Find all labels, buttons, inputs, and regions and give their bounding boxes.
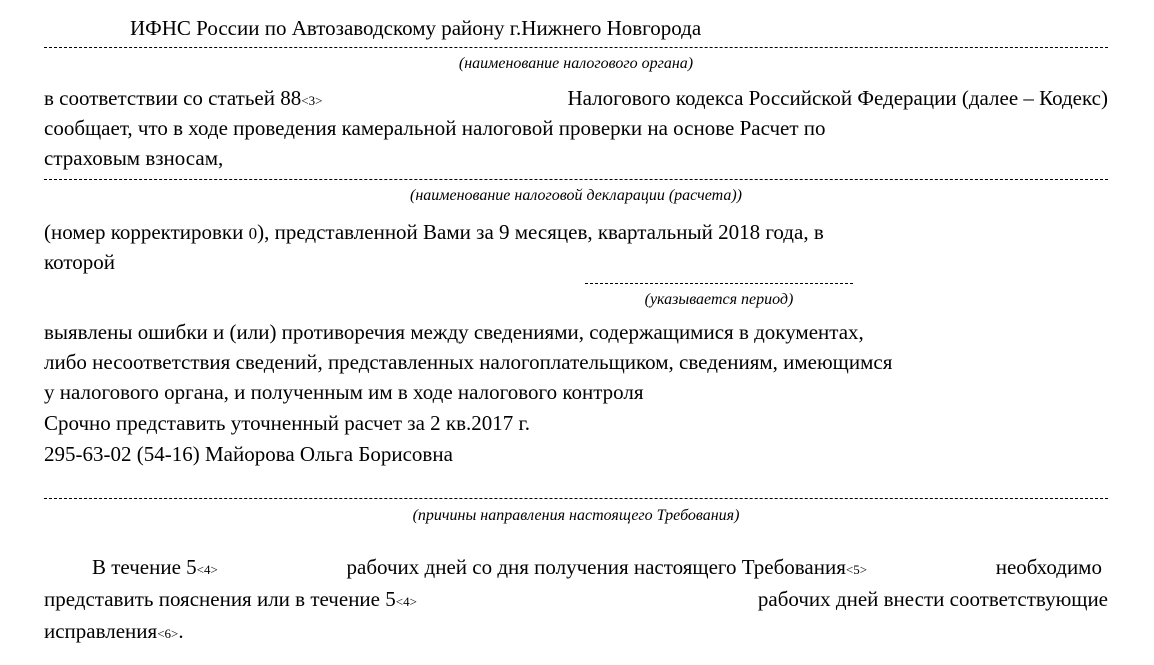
para4-line3: исправления<6>. [44,619,184,643]
footnote-ref-4b: <4> [395,594,417,609]
para3-line2: либо несоответствия сведений, представленных налогоплательщиком, сведениям, имеющимся [44,350,893,374]
authority-caption: (наименование налогового органа) [458,55,694,72]
footnote-ref-4: <4> [196,562,218,577]
para3-line3: у налогового органа, и полученным им в ходе налогового контроля [44,380,644,404]
para1-line2 [44,118,1108,139]
authority-underline [44,47,1108,48]
footnote-ref-6: <6> [157,626,179,641]
period-underline [585,283,853,284]
footnote-ref-5: <5> [845,562,868,577]
para2-line1 [44,222,824,243]
para1-line1 [44,88,1108,109]
para4-line2-text-b: рабочих дней внести соответствующие [757,587,1108,611]
correction-number: 0 [248,224,258,243]
para1-line1-text-b: Налогового кодекса Российской Федерации (далее – Кодекс) [567,86,1108,110]
para1-line1-text-a: в соответствии со статьей 88<3> [44,86,323,110]
para4-line1-text-a: В течение 5<4> [92,555,218,579]
para2-line2: которой [44,250,115,274]
tax-authority-name: ИФНС России по Автозаводскому району г.Нижнего Новгорода [130,16,702,40]
para2-line1-text-a: (номер корректировки [44,220,249,244]
reasons-caption: (причины направления настоящего Требования) [412,507,740,524]
period-caption: (указывается период) [644,291,794,308]
para3-line1: выявлены ошибки и (или) противоречия между сведениями, содержащимися в документах, [44,320,864,344]
para4-line1-text-c: необходимо [995,555,1102,579]
para2-line1-text-b: ), представленной Вами за 9 месяцев, квартальный 2018 года, в [257,220,824,244]
footnote-ref-3: <3> [301,93,323,108]
para3-line5: 295-63-02 (54-16) Майорова Ольга Борисовна [44,442,453,466]
declaration-underline [44,179,1108,180]
para1-line3: страховым взносам, [44,146,224,170]
para4-line2 [44,589,1108,610]
para4-line1 [92,557,1102,578]
para3-line4: Срочно представить уточненный расчет за 2 кв.2017 г. [44,411,531,435]
reasons-underline [44,498,1108,499]
para1-line2-text: сообщает, что в ходе проведения камеральной налоговой проверки на основе Расчет по [44,116,826,140]
para4-line2-text-a: представить пояснения или в течение 5<4> [44,587,417,611]
para4-line1-text-b: рабочих дней со дня получения настоящего Требования<5> [346,555,868,579]
declaration-caption: (наименование налоговой декларации (расчета)) [410,187,742,204]
